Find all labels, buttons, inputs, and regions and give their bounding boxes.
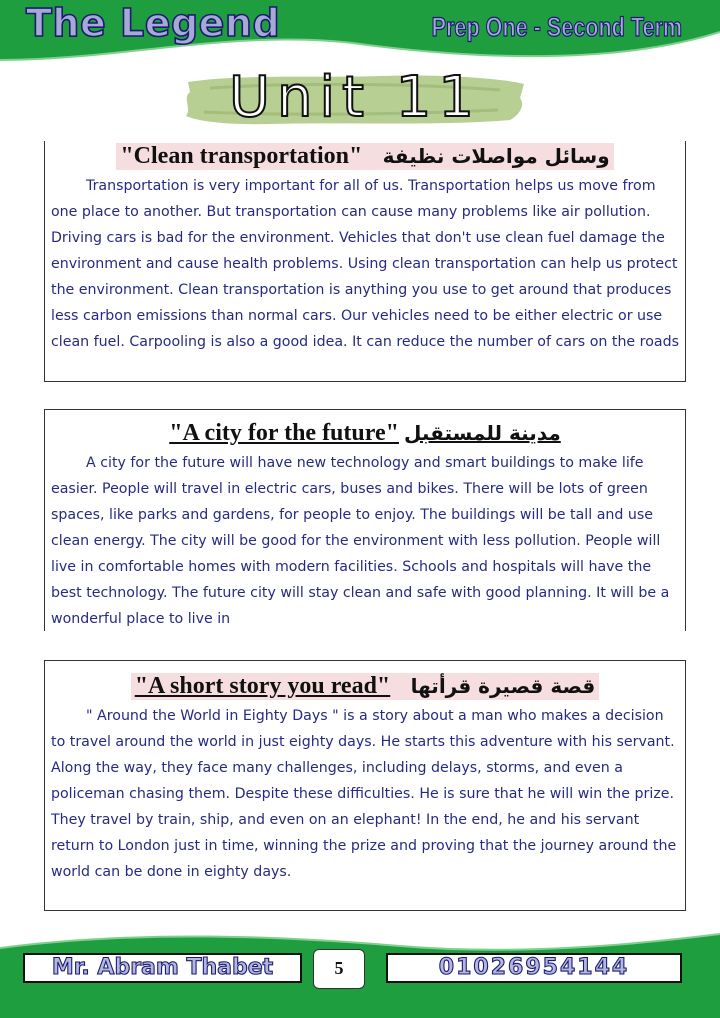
heading-arabic: قصة قصيرة قرأتها: [410, 674, 596, 698]
section-clean-transportation: [44, 141, 686, 382]
brand-title: The Legend: [26, 1, 281, 45]
section-short-story: [44, 660, 686, 911]
heading-arabic: وسائل مواصلات نظيفة: [382, 144, 610, 168]
phone-number: 01026954144: [386, 953, 682, 983]
heading-highlight: [116, 143, 613, 170]
section-heading: [45, 673, 685, 700]
section-paragraph: A city for the future will have new technology and smart buildings to make life easier. People will travel in electric cars, buses and bikes. There will be lots of green spaces, like parks and gardens, for people to enjoy. The buildings will be tall and use clean energy. The city will be good for the environment with less pollution. People will live in comfortable homes with modern facilities. Schools and hospitals will have the best technology. The future city will stay clean and safe with good planning. It will be a wonderful place to live in: [51, 455, 670, 627]
heading-english: "A short story you read": [134, 673, 391, 699]
unit-title: Unit 11: [228, 65, 482, 130]
unit-heading: [180, 65, 530, 130]
section-heading: [45, 143, 685, 170]
heading-highlight: [131, 673, 600, 700]
section-paragraph: Transportation is very important for all of us. Transportation helps us move from one place to another. But transportation can cause many problems like air pollution. Driving cars is bad for the environment. Vehicles that don't use clean fuel damage the environment and cause health problems. Using clean transportation can help us protect the environment. Clean transportation is anything you use to get around that produces less carbon emissions than normal cars. Our vehicles need to be either electric or use clean fuel. Carpooling is also a good idea. It can reduce the number of cars on the roads: [51, 178, 679, 350]
section-paragraph: " Around the World in Eighty Days " is a story about a man who makes a decision to travel around the world in just eighty days. He starts this adventure with his servant. Along the way, they face many challenges, including delays, storms, and even a policeman chasing them. Despite these difficulties. He is sure that he will win the prize. They travel by train, ship, and even on an elephant! In the end, he and his servant return to London just in time, winning the prize and proving that the journey around the world can be done in eighty days.: [51, 708, 677, 880]
heading-english: "Clean transportation": [120, 143, 363, 169]
term-title: Prep One - Second Term: [431, 12, 682, 42]
heading-arabic: مدينة للمستقبل: [404, 421, 561, 445]
section-heading: [45, 420, 685, 447]
page-number: 5: [313, 949, 365, 989]
heading-english: "A city for the future": [169, 420, 399, 446]
section-city-future: [44, 409, 686, 631]
author-name: Mr. Abram Thabet: [23, 953, 302, 983]
